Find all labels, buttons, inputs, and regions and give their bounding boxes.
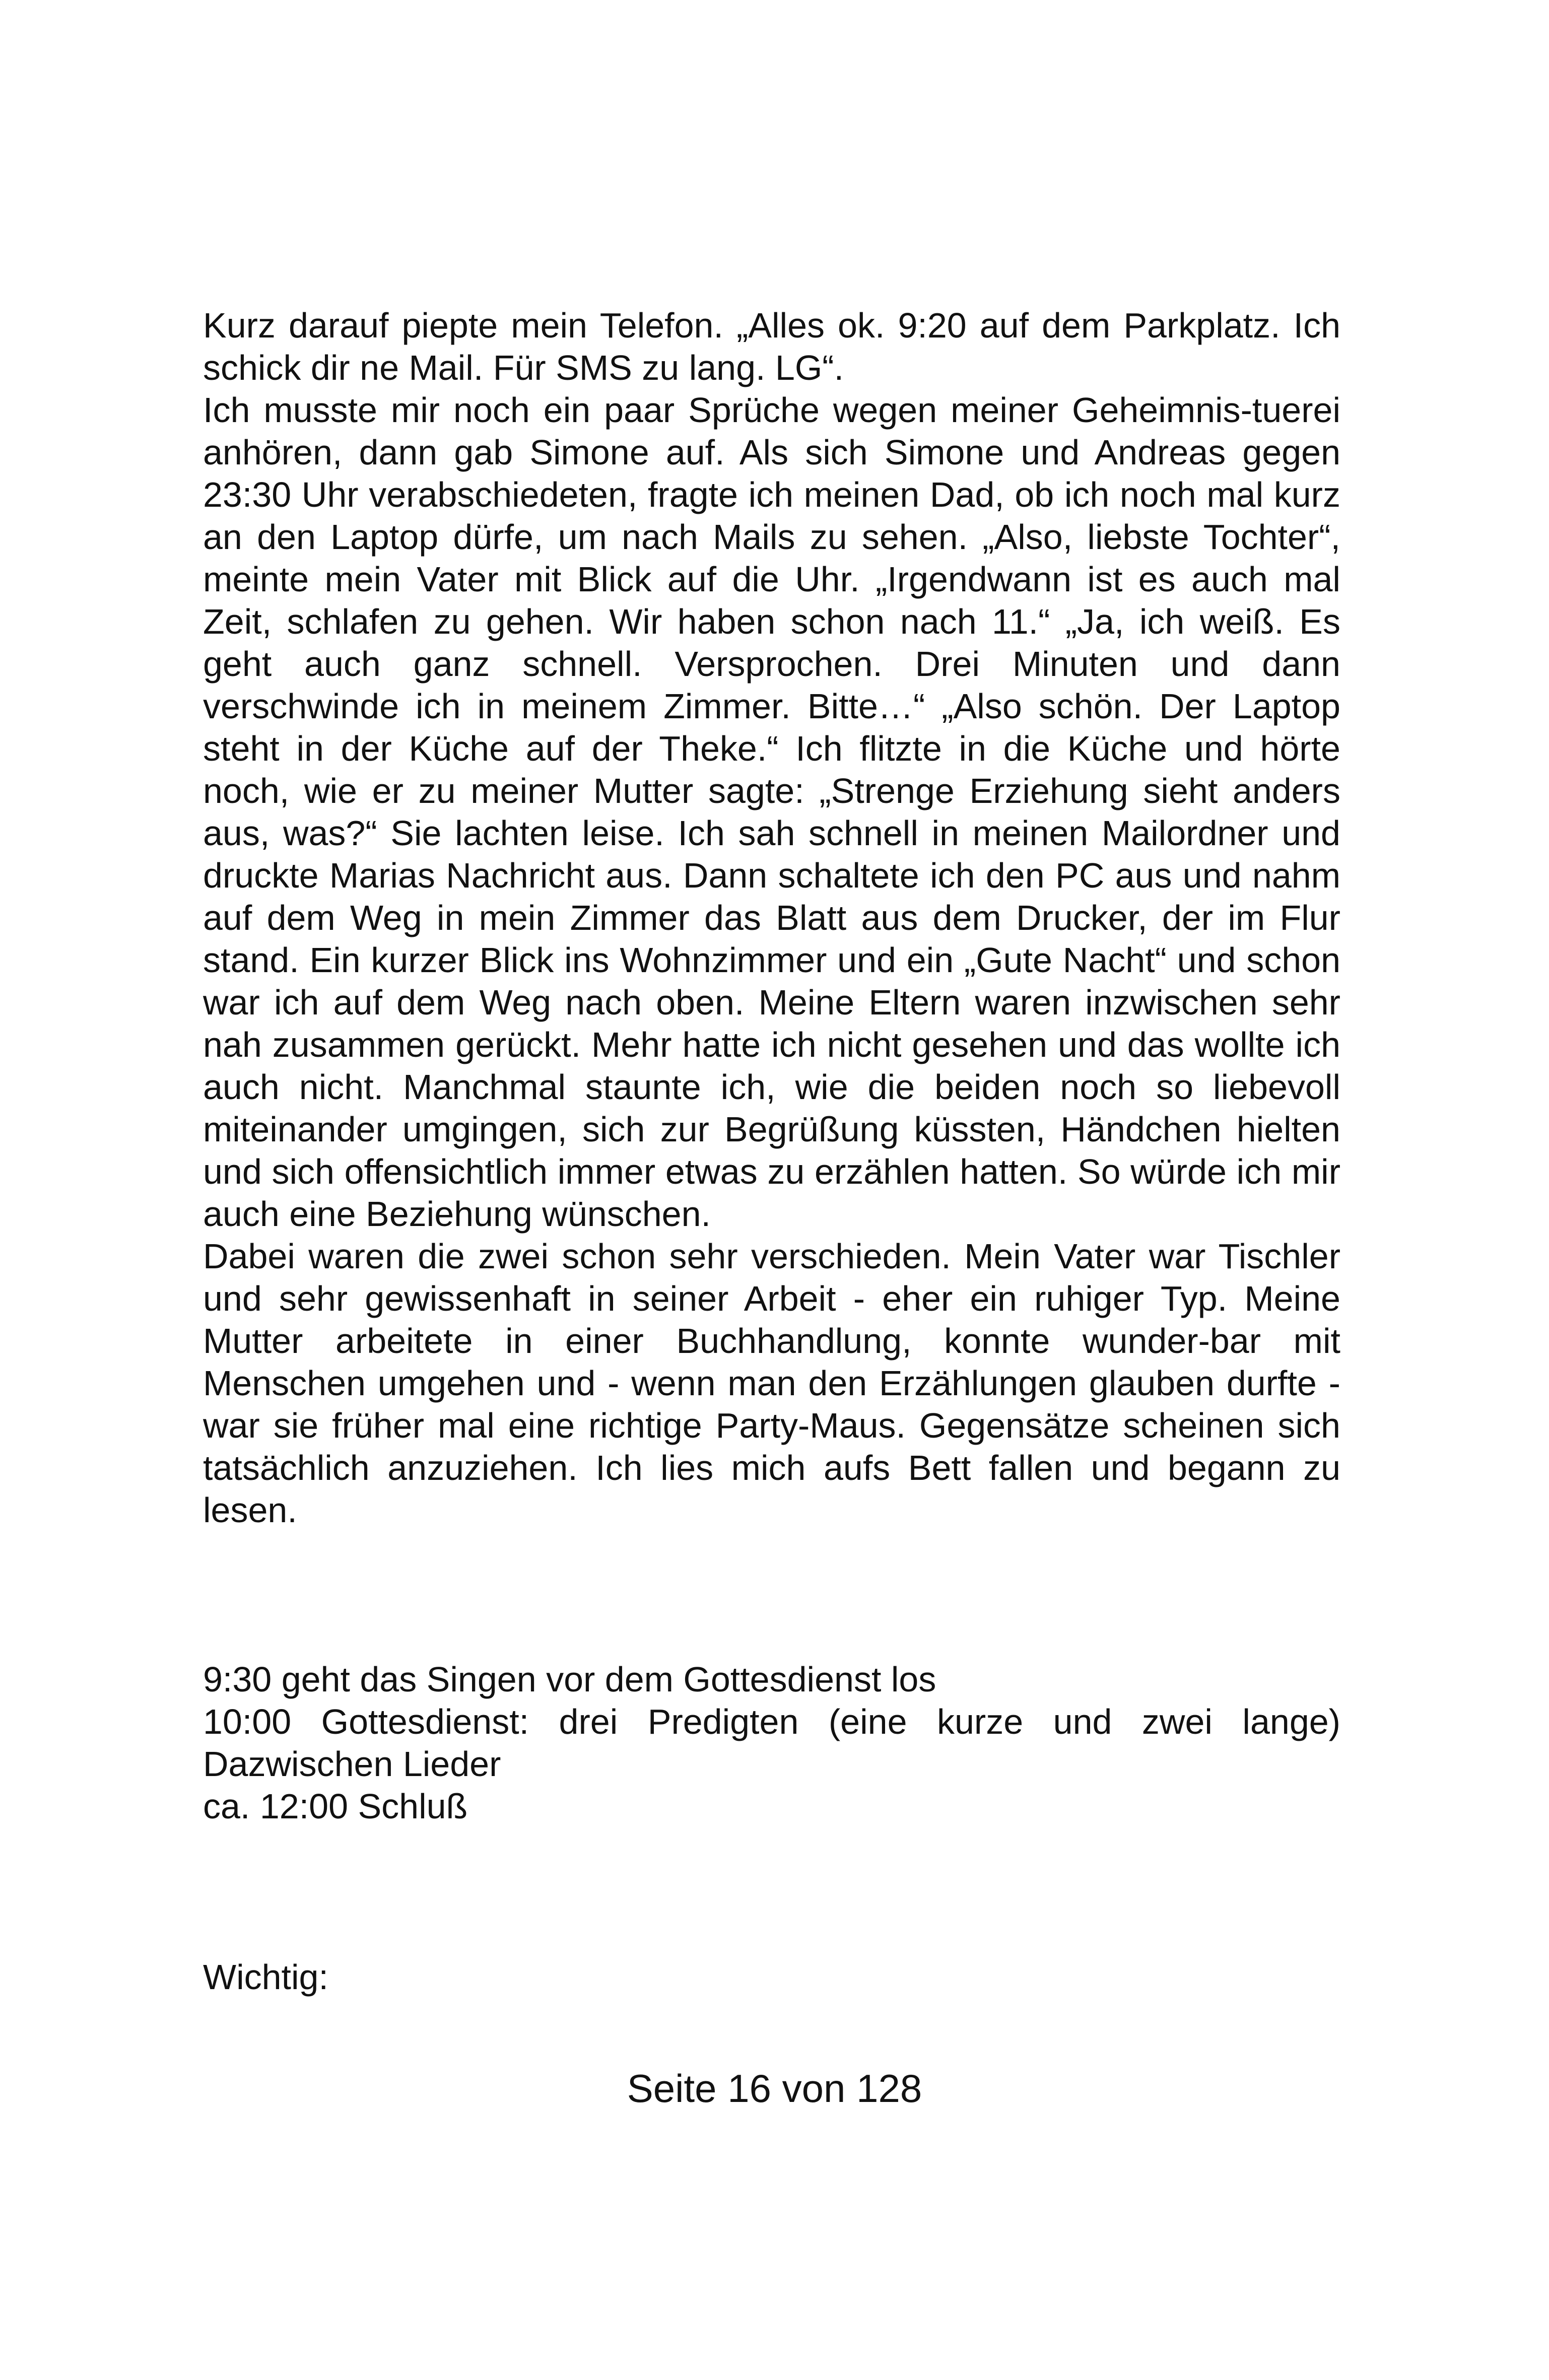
schedule-line: 10:00 Gottesdienst: drei Predigten (eine kurze und zwei lange): [203, 1702, 1340, 1741]
schedule-line: ca. 12:00 Schluß: [203, 1787, 468, 1826]
note-label: Wichtig:: [203, 1957, 328, 1997]
schedule-line: Dazwischen Lieder: [203, 1744, 501, 1784]
paragraph-3: Dabei waren die zwei schon sehr verschieden. Mein Vater war Tischler und sehr gewissenhaft in seiner Arbeit - eher ein ruhiger Typ. Meine Mutter arbeitete in einer Buchhandlung, konnte wunder-bar mit Menschen umgehen und - wenn man den Erzählungen glauben durfte - war sie früher mal eine richtige Party-Maus. Gegensätze scheinen sich tatsächlich anzuziehen. Ich lies mich aufs Bett fallen und begann zu lesen.: [203, 1237, 1340, 1530]
page-number-footer: Seite 16 von 128: [627, 2066, 922, 2111]
schedule-list: [203, 1658, 1340, 1827]
paragraph-1: Kurz darauf piepte mein Telefon. „Alles ok. 9:20 auf dem Parkplatz. Ich schick dir ne Mail. Für SMS zu lang. LG“.: [203, 306, 1340, 387]
schedule-line: 9:30 geht das Singen vor dem Gottesdienst los: [203, 1660, 936, 1699]
body-text: [203, 304, 1340, 1531]
paragraph-2: Ich musste mir noch ein paar Sprüche wegen meiner Geheimnis-tuerei anhören, dann gab Simone auf. Als sich Simone und Andreas gegen 23:30 Uhr verabschiedeten, fragte ich meinen Dad, ob ich noch mal kurz an den Laptop dürfe, um nach Mails zu sehen. „Also, liebste Tochter“, meinte mein Vater mit Blick auf die Uhr. „Irgendwann ist es auch mal Zeit, schlafen zu gehen. Wir haben schon nach 11.“ „Ja, ich weiß. Es geht auch ganz schnell. Versprochen. Drei Minuten und dann verschwinde ich in meinem Zimmer. Bitte…“ „Also schön. Der Laptop steht in der Küche auf der Theke.“ Ich flitzte in die Küche und hörte noch, wie er zu meiner Mutter sagte: „Strenge Erziehung sieht anders aus, was?“ Sie lachten leise. Ich sah schnell in meinen Mailordner und druckte Marias Nachricht aus. Dann schaltete ich den PC aus und nahm auf dem Weg in mein Zimmer das Blatt aus dem Drucker, der im Flur stand. Ein kurzer Blick ins Wohnzimmer und ein „Gute Nacht“ und schon war ich auf dem Weg nach oben. Meine Eltern waren inzwischen sehr nah zusammen gerückt. Mehr hatte ich nicht gesehen und das wollte ich auch nicht. Manchmal staunte ich, wie die beiden noch so liebevoll miteinander umgingen, sich zur Begrüßung küssten, Händchen hielten und sich offensichtlich immer etwas zu erzählen hatten. So würde ich mir auch eine Beziehung wünschen.: [203, 390, 1340, 1234]
